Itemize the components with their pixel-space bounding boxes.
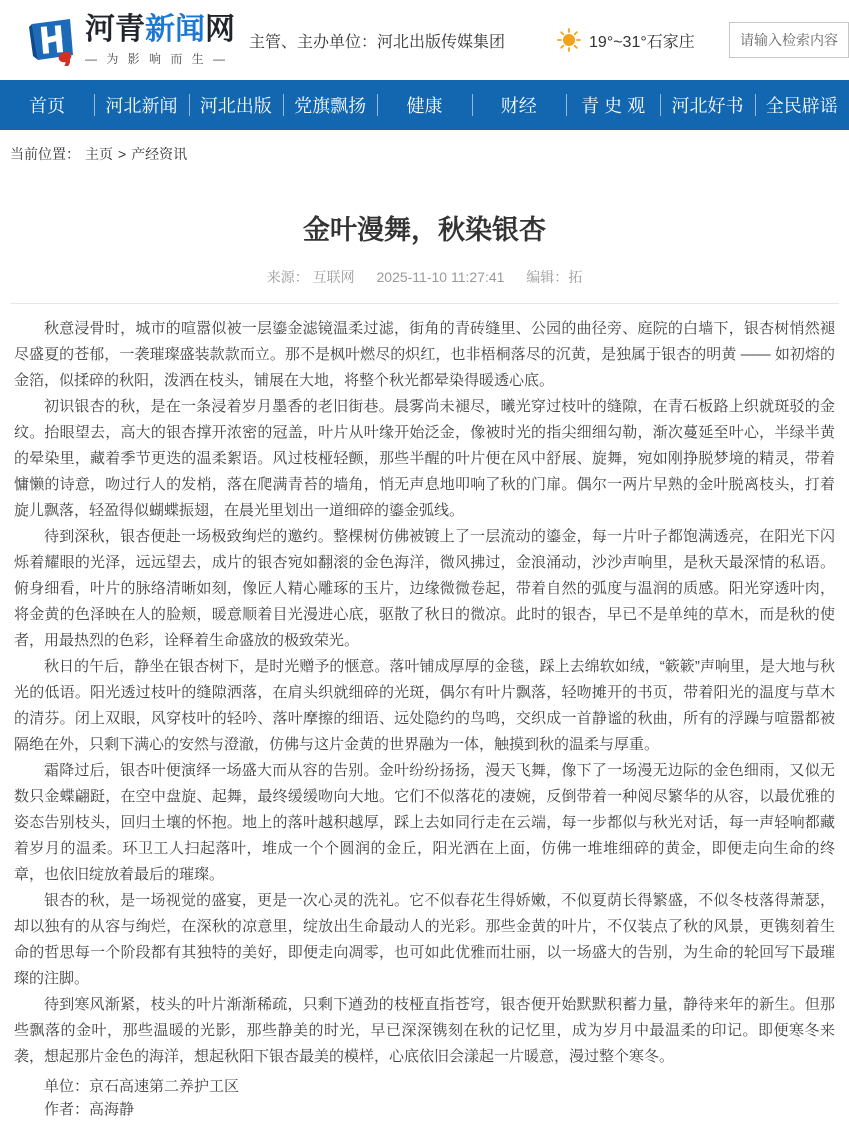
breadcrumb-label: 当前位置： xyxy=(10,146,80,162)
article-paragraph: 待到深秋，银杏便赴一场极致绚烂的邀约。整棵树仿佛被镀上了一层流动的鎏金，每一片叶子都饱满透亮，在阳光下闪烁着耀眼的光泽，远远望去，成片的银杏宛如翻滚的金色海洋，微风拂过，金浪涌动，沙沙声响里，是秋天最深情的私语。俯身细看，叶片的脉络清晰如刻，像匠人精心雕琢的玉片，边缘微微卷起，带着自然的弧度与温润的质感。阳光穿透叶肉，将金黄的色泽映在人的脸颊，暖意顺着目光漫进心底，驱散了秋日的微凉。此时的银杏，早已不是单纯的草木，而是秋的使者，用最热烈的色彩，诠释着生命盛放的极致荣光。 xyxy=(14,528,835,649)
article-paragraph: 霜降过后，银杏叶便演绎一场盛大而从容的告别。金叶纷纷扬扬，漫天飞舞，像下了一场漫无边际的金色细雨，又似无数只金蝶翩跹，在空中盘旋、起舞，最终缓缓吻向大地。它们不似落花的凄婉，反倒带着一种阅尽繁华的从容，以最优雅的姿态告别枝头，回归土壤的怀抱。地上的落叶越积越厚，踩上去如同行走在云端，每一步都似与秋光对话，每一声轻响都藏着岁月的温柔。环卫工人扫起落叶，堆成一个个圆润的金丘，阳光洒在上面，仿佛一堆堆细碎的黄金，即便走向生命的终章，也依旧绽放着最后的璀璨。 xyxy=(14,762,835,883)
article-attribution xyxy=(14,1075,835,1121)
search-input[interactable] xyxy=(729,22,849,58)
article-paragraph: 银杏的秋，是一场视觉的盛宴，更是一次心灵的洗礼。它不似春花生得娇嫩，不似夏荫长得繁盛，不似冬枝落得萧瑟，却以独有的从容与绚烂，在深秋的凉意里，绽放出生命最动人的光彩。那些金黄的叶片，不仅装点了秋的风景，更镌刻着生命的哲思每一个阶段都有其独特的美好，即便走向凋零，也可如此优雅而壮丽，以一场盛大的告别，为生命的轮回写下最璀璨的注脚。 xyxy=(14,892,835,987)
article-title: 金叶漫舞，秋染银杏 xyxy=(303,215,546,245)
nav-item[interactable]: 健康 xyxy=(377,80,471,130)
article-datetime: 2025-11-10 11:27:41 xyxy=(376,269,505,285)
organizer-text: 主管、主办单位：河北出版传媒集团 xyxy=(249,33,506,51)
meta-divider xyxy=(10,303,839,304)
article-body xyxy=(14,316,835,1070)
attribution-line: 单位：京石高速第二养护工区 xyxy=(44,1078,240,1095)
article-editor: 编辑：拓 xyxy=(526,269,583,285)
article-source: 来源： 互联网 xyxy=(266,269,355,285)
search-area xyxy=(729,22,849,58)
attribution-line: 作者：高海静 xyxy=(44,1101,135,1118)
nav-item[interactable]: 河北好书 xyxy=(660,80,754,130)
article-paragraph: 秋意浸骨时，城市的喧嚣似被一层鎏金滤镜温柔过滤，街角的青砖缝里、公园的曲径旁、庭院的白墙下，银杏树悄然褪尽盛夏的苍郁，一袭璀璨盛装款款而立。那不是枫叶燃尽的炽红，也非梧桐落尽的沉黄，是独属于银杏的明黄 —— 如初熔的金箔，似揉碎的秋阳，泼洒在枝头，铺展在大地，将整个秋光都晕染得暖透心底。 xyxy=(14,320,835,389)
nav-item[interactable]: 河北出版 xyxy=(189,80,283,130)
nav-item[interactable]: 首页 xyxy=(29,96,66,116)
logo-mark-icon xyxy=(26,14,78,66)
article xyxy=(0,208,849,1121)
site-header xyxy=(0,0,849,80)
breadcrumb-home-link[interactable]: 主页 xyxy=(85,146,113,162)
article-meta xyxy=(14,267,835,287)
nav-item[interactable]: 党旗飘扬 xyxy=(283,80,377,130)
article-paragraph: 秋日的午后，静坐在银杏树下，是时光赠予的惬意。落叶铺成厚厚的金毯，踩上去绵软如绒，“簌簌”声响里，是大地与秋光的低语。阳光透过枝叶的缝隙洒落，在肩头织就细碎的光斑，偶尔有叶片飘落，轻吻摊开的书页，带着阳光的温度与草木的清芬。闭上双眼，风穿枝叶的轻吟、落叶摩擦的细语、远处隐约的鸟鸣，交织成一首静谧的秋曲，所有的浮躁与喧嚣都被隔绝在外，只剩下满心的安然与澄澈，仿佛与这片金黄的世界融为一体，触摸到秋的温柔与厚重。 xyxy=(14,658,835,753)
main-nav xyxy=(0,80,849,130)
article-paragraph: 初识银杏的秋，是在一条浸着岁月墨香的老旧街巷。晨雾尚未褪尽，曦光穿过枝叶的缝隙，在青石板路上织就斑驳的金纹。抬眼望去，高大的银杏撑开浓密的冠盖，叶片从叶缘开始泛金，像被时光的指尖细细勾勒，渐次蔓延至叶心，半绿半黄的晕染里，藏着季节更迭的温柔絮语。风过枝桠轻颤，那些半醒的叶片便在风中舒展、旋舞，宛如刚挣脱梦境的精灵，带着慵懒的诗意，吻过行人的发梢，落在爬满青苔的墙角，悄无声息地叩响了秋的门扉。偶尔一两片早熟的金叶脱离枝头，打着旋儿飘落，轻盈得似蝴蝶振翅，在晨光里划出一道细碎的鎏金弧线。 xyxy=(14,398,835,519)
nav-item[interactable]: 财经 xyxy=(472,80,566,130)
site-slogan: — 为 影 响 而 生 — xyxy=(85,51,229,66)
breadcrumb-separator: > xyxy=(118,146,127,162)
site-logo[interactable] xyxy=(26,14,235,67)
nav-item[interactable]: 河北新闻 xyxy=(94,80,188,130)
article-paragraph: 待到寒风渐紧，枝头的叶片渐渐稀疏，只剩下遒劲的枝桠直指苍穹，银杏便开始默默积蓄力量，静待来年的新生。但那些飘落的金叶，那些温暖的光影，那些静美的时光，早已深深镌刻在秋的记忆里，成为岁月中最温柔的印记。即便寒冬来袭，想起那片金色的海洋，想起秋阳下银杏最美的模样，心底依旧会漾起一片暖意，漫过整个寒冬。 xyxy=(14,996,835,1065)
weather-widget xyxy=(557,28,695,52)
nav-item[interactable]: 全民辟谣 xyxy=(755,80,849,130)
site-title: 河青新闻网 xyxy=(85,12,235,46)
breadcrumb xyxy=(0,130,849,178)
sun-icon xyxy=(557,28,581,52)
breadcrumb-current: 产经资讯 xyxy=(131,146,188,162)
nav-item[interactable]: 青 史 观 xyxy=(566,80,660,130)
weather-text: 19°~31°石家庄 xyxy=(589,33,695,51)
